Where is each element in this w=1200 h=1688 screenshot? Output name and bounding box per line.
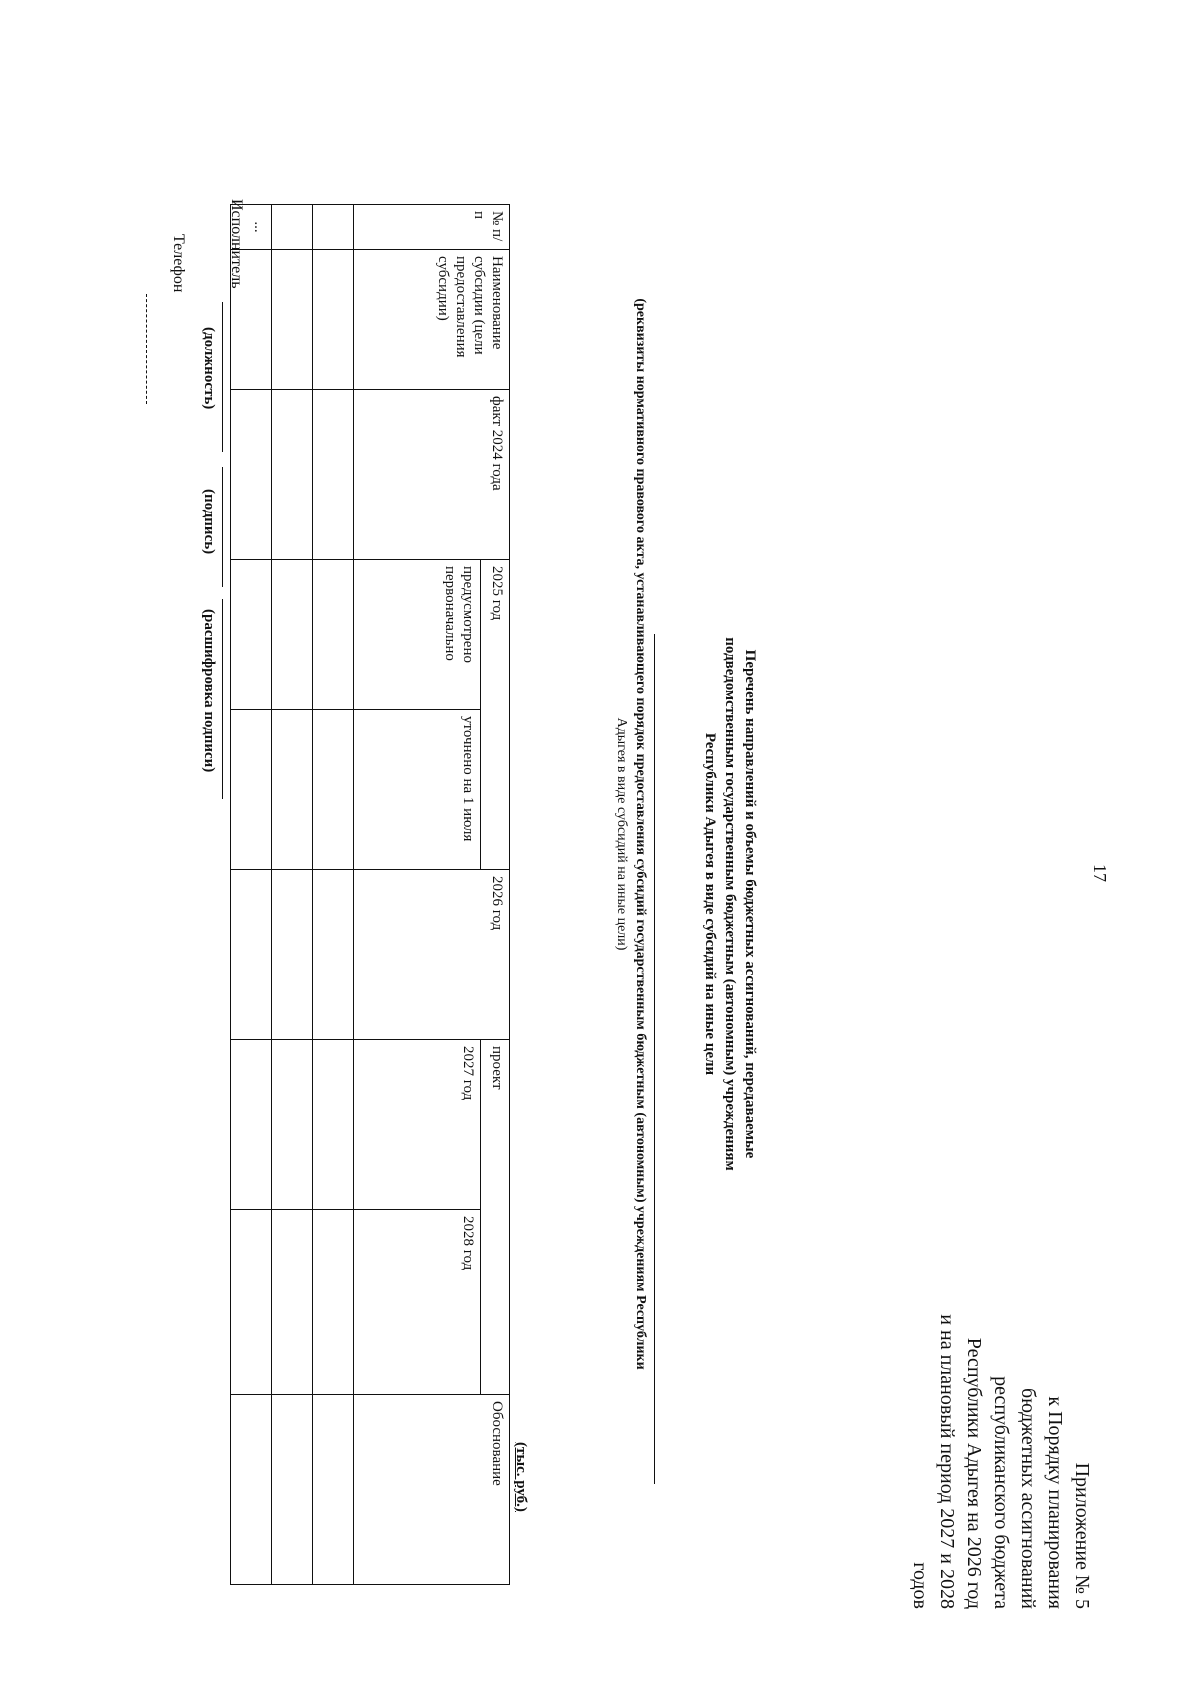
table-cell — [313, 710, 354, 870]
table-row — [313, 205, 354, 1585]
title-line: Перечень направлений и объемы бюджетных ассигнований, передаваемые — [742, 649, 758, 1159]
appendix-line: бюджетных ассигнований — [1017, 1388, 1039, 1609]
subsidies-table — [230, 204, 510, 1585]
table-cell — [272, 390, 313, 560]
table-cell — [272, 710, 313, 870]
title-line: Республики Адыгея в виде субсидий на иные цели — [702, 732, 718, 1076]
appendix-line: Республики Адыгея на 2026 год — [963, 1337, 985, 1609]
appendix-line: Приложение № 5 — [1071, 1462, 1093, 1609]
requisites-continuation: Адыгея в виде субсидий на иные цели) — [614, 717, 629, 951]
header-fact-2024: факт 2024 года — [354, 390, 510, 560]
position-line — [222, 302, 223, 452]
appendix-line: республиканского бюджета — [990, 1376, 1012, 1609]
row-number — [272, 205, 313, 250]
table-cell — [231, 1395, 272, 1585]
signature-block — [155, 199, 245, 1399]
table-cell — [272, 560, 313, 710]
header-2027: 2027 год — [354, 1040, 481, 1210]
table-cell — [272, 1210, 313, 1395]
appendix-line: к Порядку планирования — [1044, 1396, 1066, 1609]
row-number: ... — [231, 205, 272, 250]
requisites-caption — [612, 174, 650, 1494]
decryption-caption: (расшифровка подписи) — [201, 609, 217, 773]
table-cell — [313, 250, 354, 390]
phone-label: Телефон — [170, 234, 187, 293]
requisites-underline — [654, 634, 655, 1484]
header-group-project: проект — [481, 1040, 510, 1395]
title-line: подведомственным государственным бюджетным (автономным) учреждениям — [722, 637, 738, 1171]
table-cell — [313, 1040, 354, 1210]
table-row — [272, 205, 313, 1585]
header-number: № п/п — [354, 205, 510, 250]
table-cell — [313, 870, 354, 1040]
position-caption: (должность) — [201, 327, 217, 410]
header-planned-initially: предусмотрено первоначально — [354, 560, 481, 710]
decryption-line — [222, 599, 223, 799]
table-cell — [313, 1395, 354, 1585]
signature-line — [222, 467, 223, 587]
rotated-page — [85, 64, 1115, 1624]
table-cell — [313, 390, 354, 560]
table-cell — [272, 870, 313, 1040]
header-2028: 2028 год — [354, 1210, 481, 1395]
page-number: 17 — [1090, 864, 1110, 882]
appendix-line: и на плановый период 2027 и 2028 годов — [909, 1314, 958, 1609]
units-label: (тыс. руб.) — [513, 1442, 529, 1512]
appendix-heading — [906, 1289, 1095, 1609]
phone-line — [146, 294, 147, 404]
table-cell — [313, 1210, 354, 1395]
row-number — [313, 205, 354, 250]
table-cell — [272, 1395, 313, 1585]
header-2026: 2026 год — [354, 870, 510, 1040]
header-basis: Обоснование — [354, 1395, 510, 1585]
header-subsidy-name: Наименование субсидии (цели предоставления субсидии) — [354, 250, 510, 390]
document-title — [700, 624, 760, 1184]
table-cell — [272, 1040, 313, 1210]
signature-caption: (подпись) — [201, 489, 217, 555]
header-group-2025: 2025 год — [481, 560, 510, 870]
table-cell — [313, 560, 354, 710]
table-cell — [272, 250, 313, 390]
executor-label: Исполнитель — [228, 199, 245, 289]
requisites-label: (реквизиты нормативного правового акта, устанавливающего порядок предоставления субсидий государственным бюджетным (автономным) учреждениям Республики — [633, 298, 648, 1370]
header-refined-july: уточнено на 1 июля — [354, 710, 481, 870]
